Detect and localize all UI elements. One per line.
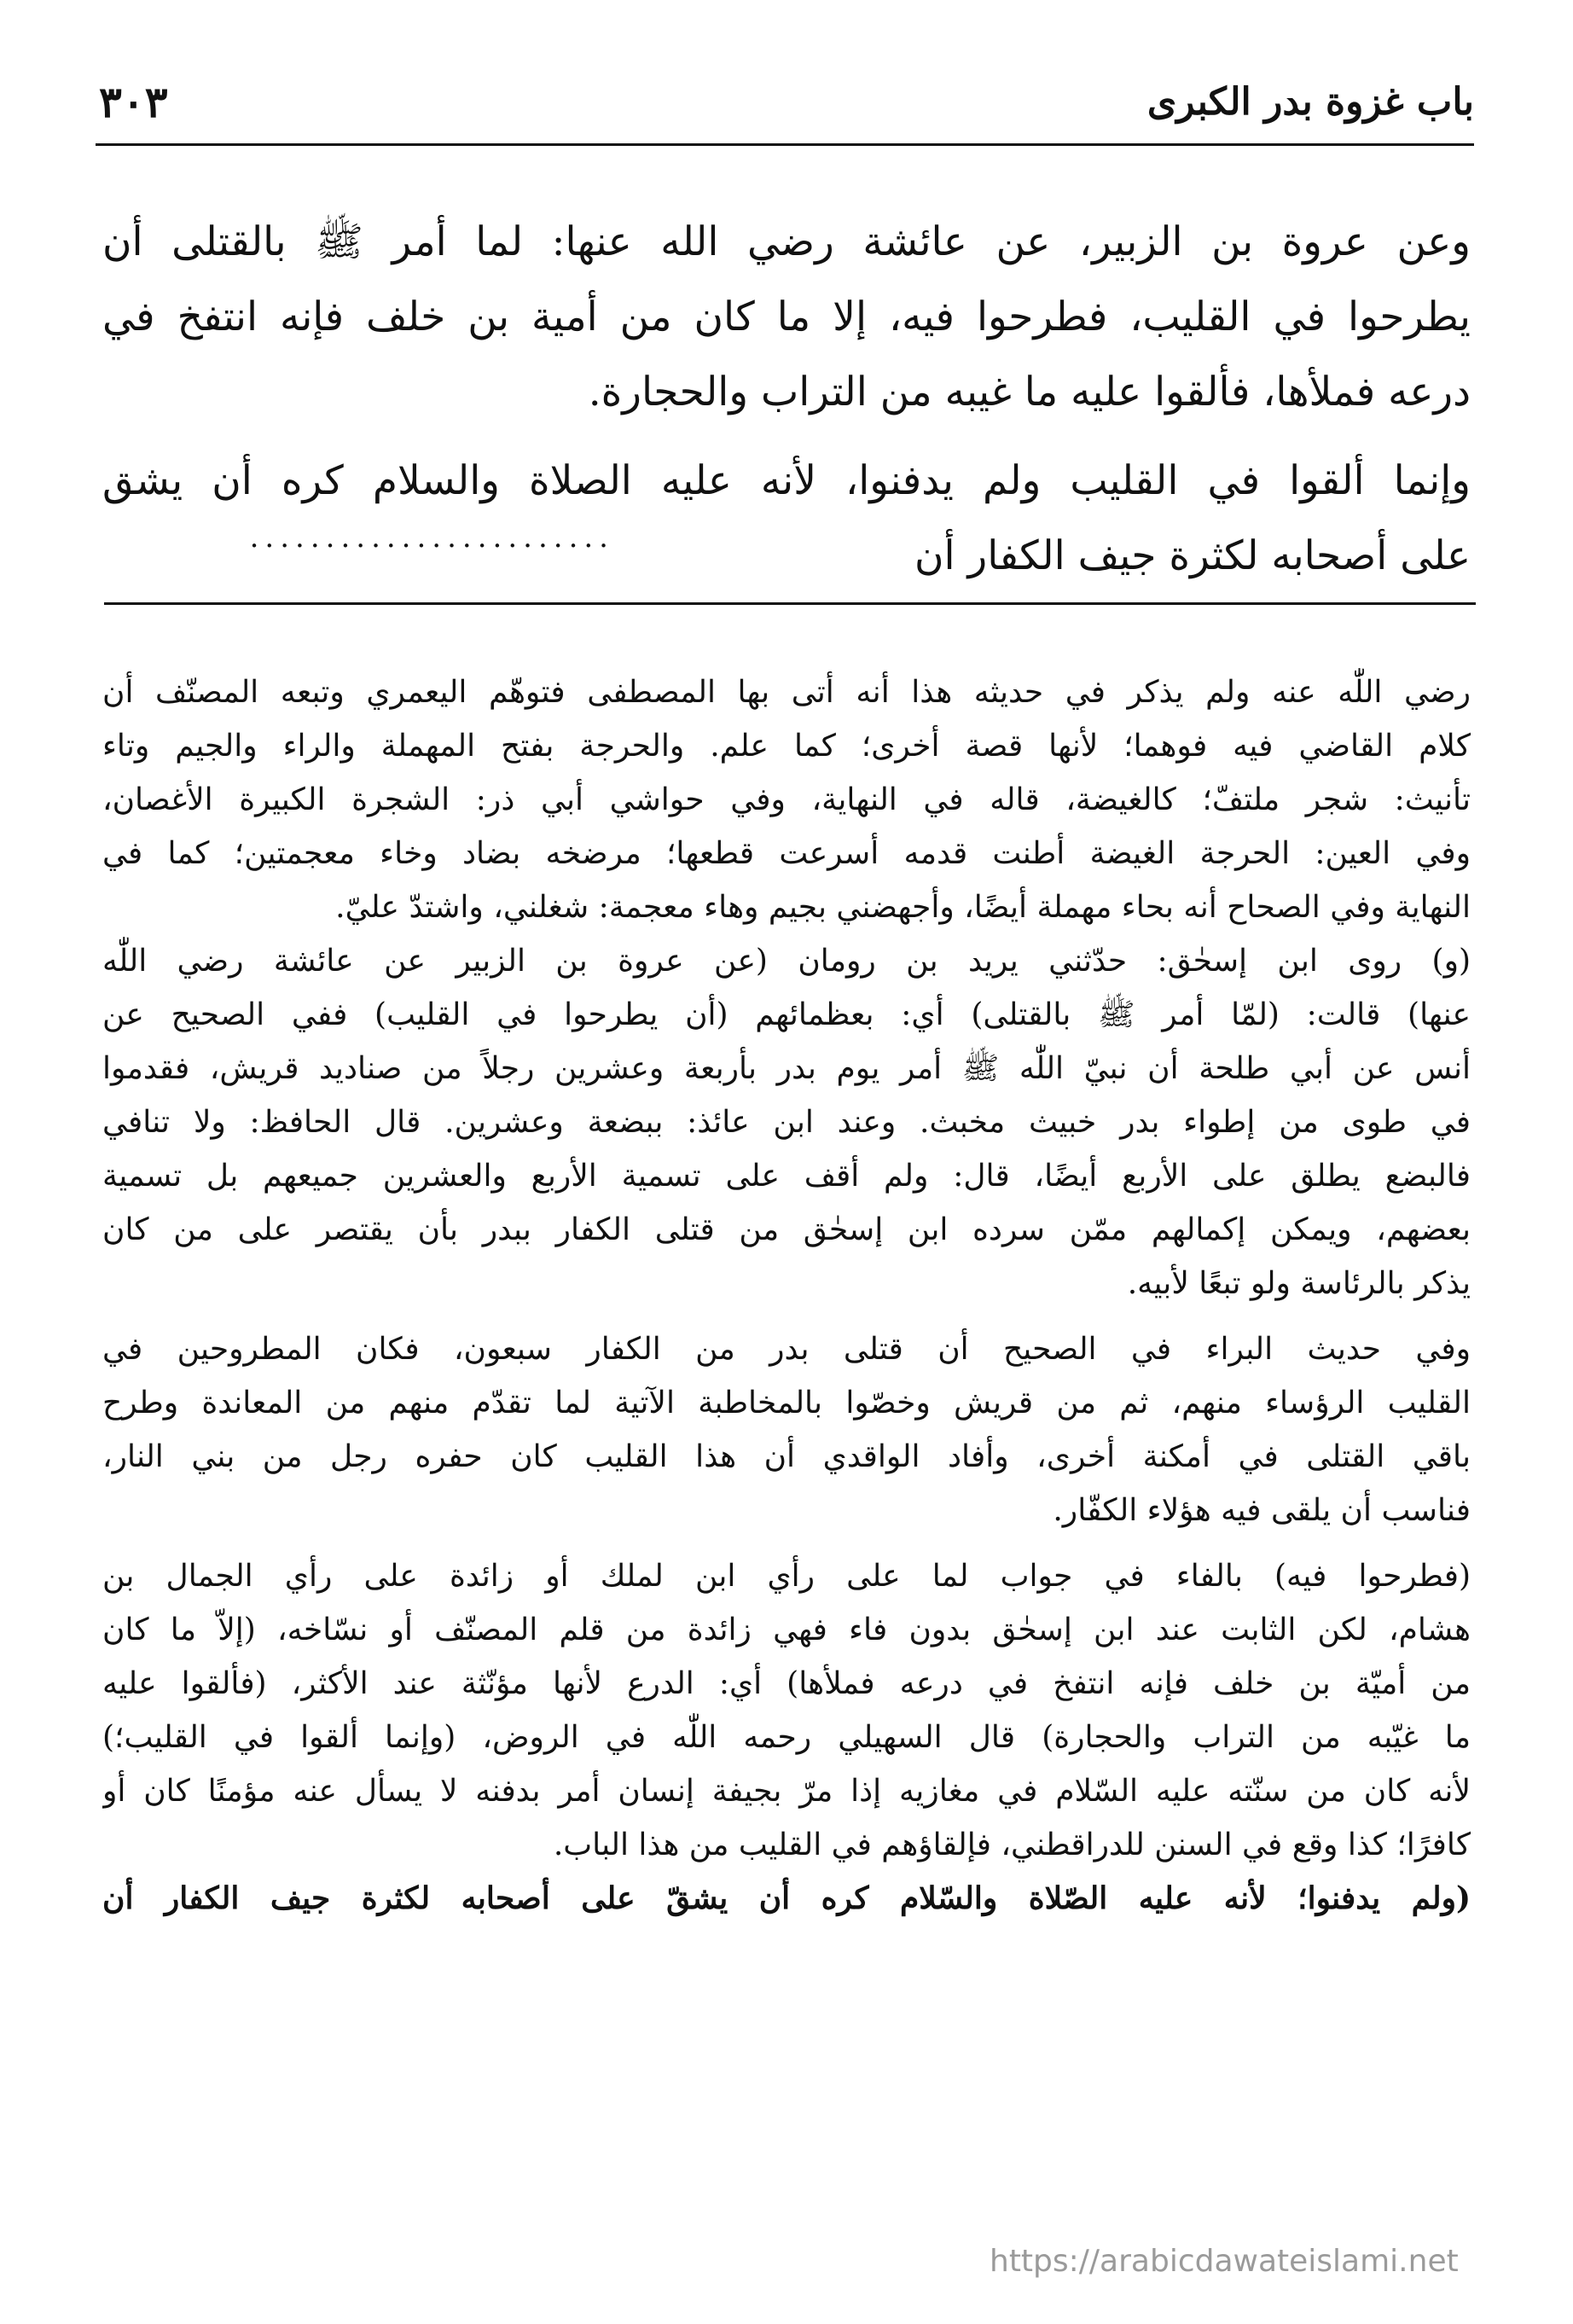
main-line: درعه فملأها، فألقوا عليه ما غيبه من التراب والحجارة. bbox=[588, 369, 1471, 415]
commentary-line: وفي حديث البراء في الصحيح أن قتلى بدر من الكفار سبعون، فكان المطروحين في bbox=[102, 1332, 1471, 1367]
commentary-line: وفي العين: الحرجة الغيضة أطنت قدمه أسرعت قطعها؛ مرضخه بضاد وخاء معجمتين؛ كما في bbox=[102, 836, 1471, 871]
commentary-line: بعضهم، ويمكن إكمالهم ممّن سرده ابن إسحٰق من قتلى الكفار ببدر بأن يقتصر على من كان bbox=[102, 1212, 1471, 1247]
commentary-line: كافرًا؛ كذا وقع في السنن للدراقطني، فإلقاؤهم في القليب من هذا الباب. bbox=[553, 1827, 1471, 1862]
commentary-line: فناسب أن يلقى فيه هؤلاء الكفّار. bbox=[1053, 1493, 1471, 1528]
commentary-line: (و) روى ابن إسحٰق: حدّثني يريد بن رومان (عن عروة بن الزبير عن عائشة رضي اللّٰه bbox=[102, 944, 1471, 979]
section-divider bbox=[104, 602, 1476, 605]
commentary-line: (فطرحوا فيه) بالفاء في جواب لما على رأي ابن لملك أو زائدة على رأي الجمال بن bbox=[102, 1559, 1471, 1594]
commentary-line: باقي القتلى في أمكنة أخرى، وأفاد الواقدي أن هذا القليب كان حفره رجل من بني النار، bbox=[102, 1439, 1471, 1474]
main-line: يطرحوا في القليب، فطرحوا فيه، إلا ما كان من أمية بن خلف فإنه انتفخ في bbox=[102, 293, 1471, 340]
site-watermark: https://arabicdawateislami.net bbox=[990, 2244, 1459, 2279]
commentary-line: تأنيث: شجر ملتفّ؛ كالغيضة، قاله في النهاية، وفي حواشي أبي ذر: الشجرة الكبيرة الأغصان، bbox=[102, 782, 1471, 817]
commentary-line: كلام القاضي فيه فوهما؛ لأنها قصة أخرى؛ كما علم. والحرجة بفتح المهملة والراء والجيم وتاء bbox=[102, 729, 1471, 764]
chapter-title: باب غزوة بدر الكبرى bbox=[1146, 80, 1474, 124]
commentary-line: فالبضع يطلق على الأربع أيضًا، قال: ولم أقف على تسمية الأربع والعشرين جميعهم بل تسمية bbox=[102, 1159, 1471, 1194]
page-header bbox=[96, 75, 1474, 146]
page-number: ٣٠٣ bbox=[99, 77, 168, 127]
commentary-line: لأنه كان من سنّته عليه السّلام في مغازيه إذا مرّ بجيفة إنسان أمر بدفنه لا يسأل عنه مؤمنًا كان أو bbox=[102, 1774, 1471, 1809]
commentary-line: القليب الرؤساء منهم، ثم من قريش وخصّوا بالمخاطبة الآتية لما تقدّم منهم من المعاندة وطرح bbox=[102, 1386, 1471, 1421]
commentary-line: من أميّة بن خلف فإنه انتفخ في درعه فملأها) أي: الدرع لأنها مؤنّثة عند الأكثر، (فألقوا عليه bbox=[102, 1666, 1471, 1701]
commentary-line: (ولم يدفنوا؛ لأنه عليه الصّلاة والسّلام كره أن يشقّ على أصحابه لكثرة جيف الكفار أن bbox=[102, 1880, 1471, 1916]
main-line: وإنما ألقوا في القليب ولم يدفنوا، لأنه عليه الصلاة والسلام كره أن يشق bbox=[102, 457, 1471, 504]
commentary-line: النهاية وفي الصحاح أنه بحاء مهملة أيضًا، وأجهضني بجيم وهاء معجمة: شغلني، واشتدّ عليّ. bbox=[335, 890, 1471, 925]
main-line bbox=[102, 519, 1471, 594]
commentary-line: في طوى من إطواء بدر خبيث مخبث. وعند ابن عائذ: ببضعة وعشرين. قال الحافظ: ولا تنافي bbox=[102, 1105, 1471, 1140]
commentary-line: هشام، لكن الثابت عند ابن إسحٰق بدون فاء فهي زائدة من قلم المصنّف أو نسّاخه، (إلاّ ما كان bbox=[102, 1612, 1471, 1647]
commentary-line: رضي اللّٰه عنه ولم يذكر في حديثه هذا أنه أتى بها المصطفى فتوهّم اليعمري وتبعه المصنّف أن bbox=[102, 675, 1471, 710]
continuation-dots: ........................ bbox=[249, 520, 614, 555]
commentary-line: أنس عن أبي طلحة أن نبيّ اللّٰه ﷺ أمر يوم بدر بأربعة وعشرين رجلاً من صناديد قريش، فقدموا bbox=[102, 1051, 1471, 1086]
main-line-text: على أصحابه لكثرة جيف الكفار أن bbox=[914, 532, 1471, 579]
commentary-line: يذكر بالرئاسة ولو تبعًا لأبيه. bbox=[1127, 1266, 1471, 1301]
main-line: وعن عروة بن الزبير، عن عائشة رضي الله عنها: لما أمر ﷺ بالقتلى أن bbox=[102, 218, 1471, 265]
main-text bbox=[102, 205, 1471, 594]
commentary bbox=[102, 665, 1471, 1926]
commentary-line: ما غيّبه من التراب والحجارة) قال السهيلي رحمه اللّٰه في الروض، (وإنما ألقوا في القليب؛) bbox=[102, 1720, 1471, 1755]
commentary-line: عنها) قالت: (لمّا أمر ﷺ بالقتلى) أي: بعظمائهم (أن يطرحوا في القليب) ففي الصحيح عن bbox=[102, 997, 1471, 1032]
